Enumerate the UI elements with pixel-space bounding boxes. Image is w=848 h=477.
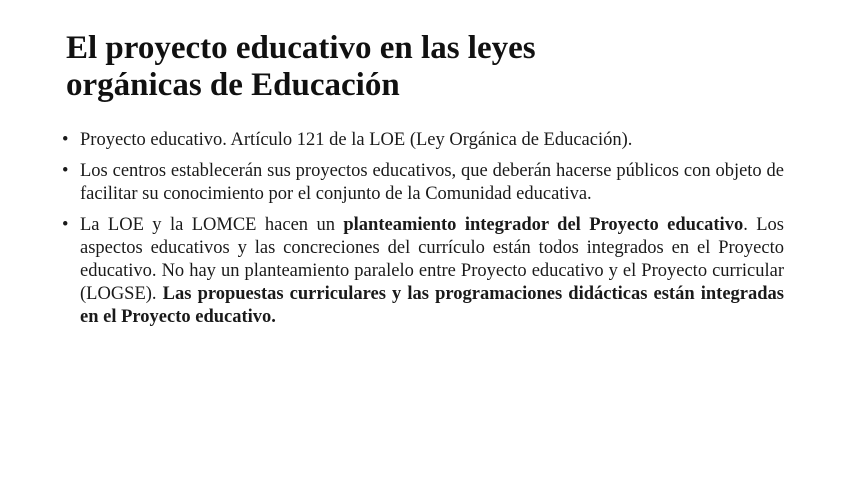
bullet-text-part: . Los aspectos educativos y las concreciones del currículo están todos integrados en el Proyecto educativo. No hay un planteamiento paralelo entre Proyecto educativo y el Proyecto curricular (LOGSE). xyxy=(80,215,784,304)
bullet-item-1 xyxy=(62,129,784,152)
slide-title-line-1: El proyecto educativo en las leyes xyxy=(66,30,536,66)
bullet-icon: • xyxy=(62,161,69,181)
bullet-text-part: La LOE y la LOMCE hacen un xyxy=(80,215,344,235)
bullet-item-3 xyxy=(62,214,784,329)
bullet-text-bold: Las propuestas curriculares y las programaciones didácticas están integradas en el Proyecto educativo. xyxy=(80,284,784,327)
bullet-icon: • xyxy=(62,130,69,150)
bullet-text: Los centros establecerán sus proyectos educativos, que deberán hacerse públicos con objeto de facilitar su conocimiento por el conjunto de la Comunidad educativa. xyxy=(80,161,784,204)
bullet-item-2 xyxy=(62,160,784,206)
bullet-text-bold: planteamiento integrador del Proyecto educativo xyxy=(343,215,744,235)
bullet-icon: • xyxy=(62,215,69,235)
bullet-list xyxy=(62,129,784,337)
slide-title xyxy=(66,30,786,104)
bullet-text: Proyecto educativo. Artículo 121 de la LOE (Ley Orgánica de Educación). xyxy=(80,130,633,150)
slide-title-line-2: orgánicas de Educación xyxy=(66,67,400,103)
